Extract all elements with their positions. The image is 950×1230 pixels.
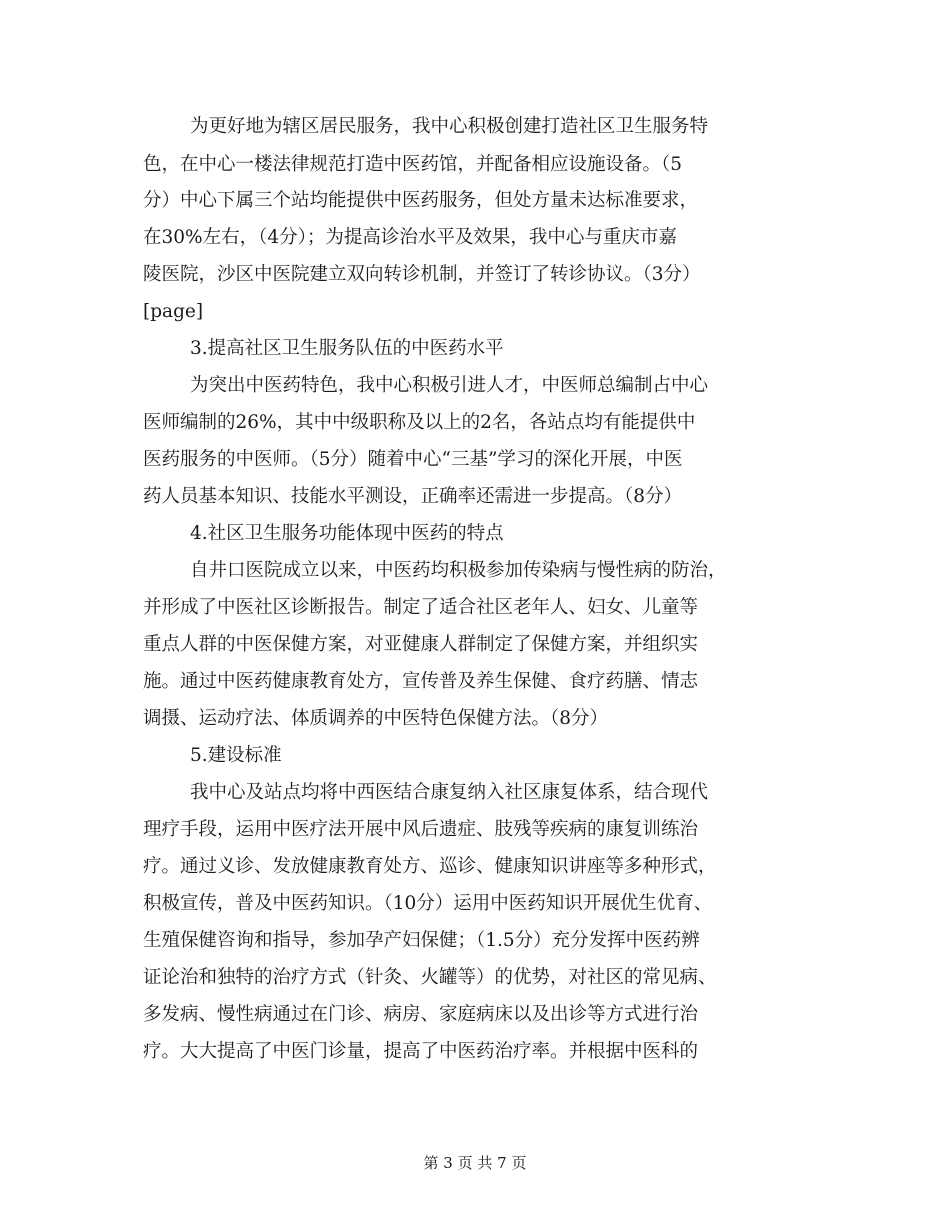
page-marker: [page]: [143, 301, 204, 322]
paragraph-line: 我中心及站点均将中西医结合康复纳入社区康复体系，结合现代: [190, 782, 709, 803]
section-heading: 3.提高社区卫生服务队伍的中医药水平: [190, 338, 504, 359]
page-footer: 第 3 页 共 7 页: [423, 1154, 527, 1172]
paragraph-line: 证论治和独特的治疗方式（针灸、火罐等）的优势，对社区的常见病、: [143, 967, 717, 988]
paragraph-line: 药人员基本知识、技能水平测设，正确率还需进一步提高。（8分）: [143, 486, 683, 507]
section-heading: 5.建设标准: [190, 745, 282, 766]
paragraph-line: 为更好地为辖区居民服务，我中心积极创建打造社区卫生服务特: [190, 116, 709, 137]
paragraph-line: 医药服务的中医师。（5分）随着中心“三基”学习的深化开展，中医: [143, 449, 683, 470]
paragraph-line: 并形成了中医社区诊断报告。制定了适合社区老年人、妇女、儿童等: [143, 597, 699, 618]
paragraph-line: 陵医院，沙区中医院建立双向转诊机制，并签订了转诊协议。（3分）: [143, 264, 701, 285]
paragraph-line: 疗。通过义诊、发放健康教育处方、巡诊、健康知识讲座等多种形式，: [143, 856, 717, 877]
paragraph-line: 医师编制的26%，其中中级职称及以上的2名，各站点均有能提供中: [143, 412, 696, 433]
paragraph-line: 疗。大大提高了中医门诊量，提高了中医药治疗率。并根据中医科的: [143, 1041, 699, 1062]
paragraph-line: 为突出中医药特色，我中心积极引进人才，中医师总编制占中心: [190, 375, 709, 396]
paragraph-line: 自井口医院成立以来，中医药均积极参加传染病与慢性病的防治，: [190, 560, 727, 581]
paragraph-line: 多发病、慢性病通过在门诊、病房、家庭病床以及出诊等方式进行治: [143, 1004, 699, 1025]
paragraph-line: 在30%左右，（4分）；为提高诊治水平及效果，我中心与重庆市嘉: [143, 227, 677, 248]
paragraph-line: 积极宣传，普及中医药知识。（10分）运用中医药知识开展优生优育、: [143, 893, 713, 914]
paragraph-line: 施。通过中医药健康教育处方，宣传普及养生保健、食疗药膳、情志: [143, 671, 699, 692]
paragraph-line: 分）中心下属三个站均能提供中医药服务，但处方量未达标准要求，: [143, 190, 699, 211]
paragraph-line: 色，在中心一楼法律规范打造中医药馆，并配备相应设施设备。（5: [143, 154, 683, 175]
paragraph-line: 调摄、运动疗法、体质调养的中医特色保健方法。（8分）: [143, 708, 609, 729]
paragraph-line: 生殖保健咨询和指导，参加孕产妇保健；（1.5分）充分发挥中医药辨: [143, 930, 700, 951]
paragraph-line: 理疗手段，运用中医疗法开展中风后遗症、肢残等疾病的康复训练治: [143, 819, 699, 840]
paragraph-line: 重点人群的中医保健方案，对亚健康人群制定了保健方案，并组织实: [143, 634, 699, 655]
section-heading: 4.社区卫生服务功能体现中医药的特点: [190, 523, 504, 544]
